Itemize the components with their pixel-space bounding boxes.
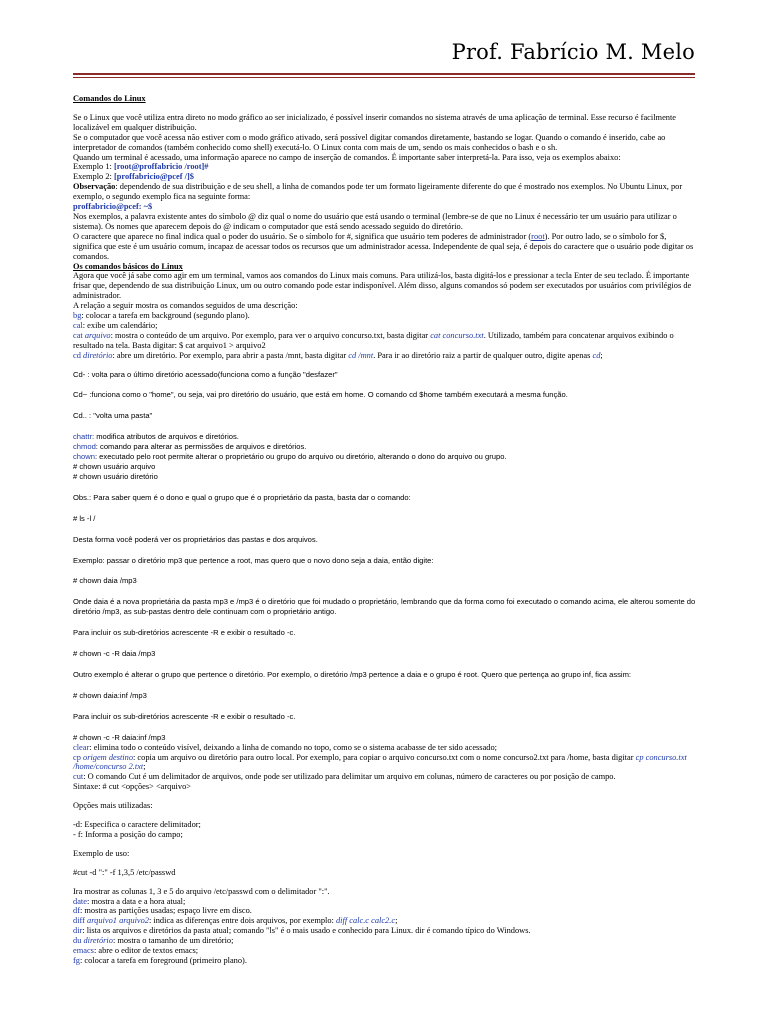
page-title: Prof. Fabrício M. Melo	[451, 40, 695, 64]
spacer	[73, 482, 697, 493]
cut-option-d: -d: Especifica o caractere delimitador;	[73, 820, 201, 830]
command-cal	[73, 321, 697, 331]
intro-paragraph-3: Quando um terminal é acessado, uma informação aparece no campo de inserção de comandos. É importante saber interpretá-la. Para isso, veja os exemplos abaixo:	[73, 152, 621, 162]
command-description-more: . Para ir ao diretório raiz a partir de qualquer outro, digite apenas	[373, 350, 593, 360]
command-name: chattr	[73, 432, 92, 442]
ls-command: # ls -l /	[73, 513, 96, 523]
character-text-b: ). Por outro lado, se o símbolo for $, significa que este é um usuário comum, incapaz de acessar todos os recursos que um administrador acessa. Independente de qual seja, é depois do caractere que o usuário pode digitar os comandos.	[73, 231, 694, 261]
spacer	[73, 503, 697, 514]
spacer	[73, 792, 697, 801]
section-heading: Comandos do Linux	[73, 94, 146, 103]
spacer	[73, 524, 697, 535]
observation	[73, 182, 697, 202]
command-name: date	[73, 896, 87, 906]
observation-label: Observação	[73, 182, 116, 192]
command-name: bg	[73, 311, 82, 321]
command-description: : mostra o tamanho de um diretório;	[112, 936, 234, 946]
names-paragraph: Nos exemplos, a palavra existente antes do símbolo @ diz qual o nome do usuário que está usando o terminal (lembre-se de que no Linux é necessário ter um usuário para utilizar o sistema). Os nomes que aparecem depois do @ indicam o computador que está sendo acessado seguido do diretório.	[73, 211, 677, 231]
spacer	[73, 722, 697, 733]
character-text-a: O caractere que aparece no final indica qual o poder do usuário. Se o símbolo for #, significa que usuário tem poderes de administrador (	[73, 231, 532, 241]
command-example-2: cd	[592, 350, 601, 360]
cut-options-heading: Opções mais utilizadas:	[73, 801, 153, 811]
command-description: : O comando Cut é um delimitador de arquivos, onde pode ser utilizado para delimitar um arquivo em colunas, número de caracteres ou por posição de campo.	[83, 772, 616, 782]
command-du	[73, 936, 697, 946]
command-clear	[73, 743, 697, 753]
command-bg	[73, 311, 697, 321]
chown-recursive-1: # chown -c -R daia /mp3	[73, 649, 156, 659]
command-example: cat concurso.txt	[430, 330, 484, 340]
command-argument: diretório	[83, 350, 113, 360]
command-name: cat	[73, 330, 85, 340]
command-description: : indica as diferenças entre dois arquivos, por exemplo:	[149, 916, 336, 926]
command-example: cd /mnt	[348, 350, 374, 360]
page-header	[0, 40, 768, 100]
command-name: cp	[73, 752, 83, 762]
mp3-example: Exemplo: passar o diretório mp3 que pertence a root, mas quero que o novo dono seja a daia, então digite:	[73, 555, 434, 565]
command-dir	[73, 926, 697, 936]
command-date	[73, 897, 697, 907]
command-argument: arquivo	[84, 330, 111, 340]
cut-example-description: Ira mostrar as colunas 1, 3 e 5 do arquivo /etc/passwd com o delimitador ":".	[73, 886, 330, 896]
command-chattr	[73, 432, 697, 442]
spacer	[73, 104, 697, 113]
spacer	[73, 361, 697, 370]
punctuation: ;	[395, 916, 398, 926]
observation-example: proffabricio@pcef: ~$	[73, 202, 153, 212]
command-example: diff calc.c calc2.c	[335, 916, 396, 926]
spacer	[73, 617, 697, 628]
chown-daia-command: # chown daia /mp3	[73, 576, 137, 586]
intro-paragraph-2: Se o computador que você acessa não estiver com o modo gráfico ativado, será possível digitar comandos diretamente, bastando se logar. Quando o comando é inserido, cabe ao interpretador de comandos (também conhecido como shell) executá-lo. O Linux conta com mais de um, sendo os mais conhecidos o bash e o sh.	[73, 132, 666, 152]
example-2-label: Exemplo 2:	[73, 172, 114, 182]
cd-back: Cd- : volta para o último diretório acessado(funciona como a função "desfazer"	[73, 369, 338, 379]
command-chmod	[73, 442, 697, 452]
spacer	[73, 400, 697, 411]
command-df	[73, 906, 697, 916]
observation-text: : dependendo de sua distribuição e de seu shell, a linha de comandos pode ter um formato ligeiramente diferente do que é mostrado nos exemplos. No Ubuntu Linux, por exemplo, o segundo exemplo fica na seguinte forma:	[73, 182, 683, 202]
command-name: chown	[73, 452, 95, 462]
spacer	[73, 811, 697, 820]
command-description: : abre um diretório. Por exemplo, para abrir a pasta /mnt, basta digitar	[112, 350, 349, 360]
command-cp	[73, 753, 697, 773]
command-name: du	[73, 936, 84, 946]
recursive-note-1: Para incluir os sub-diretórios acrescente -R e exibir o resultado -c.	[73, 628, 296, 638]
command-chown	[73, 452, 697, 462]
command-name: chmod	[73, 442, 96, 452]
punctuation: ;	[600, 350, 603, 360]
command-description: : mostra a data e a hora atual;	[86, 896, 186, 906]
command-description: : colocar a tarefa em background (segundo plano).	[81, 311, 250, 321]
spacer	[73, 659, 697, 670]
cut-example-command: #cut -d ":" -f 1,3,5 /etc/passwd	[73, 867, 176, 877]
command-name: df	[73, 906, 80, 916]
spacer	[73, 421, 697, 432]
command-name: cal	[73, 320, 83, 330]
command-description: : lista os arquivos e diretórios da pasta atual; comando "ls" é o mais usado e conhecido para Linux. dir é comando típico do Windows.	[82, 926, 531, 936]
example-1-prompt: [root@proffabricio /root]#	[113, 162, 209, 172]
command-emacs	[73, 946, 697, 956]
basic-commands-paragraph: Agora que você já sabe como agir em um terminal, vamos aos comandos do Linux mais comuns. Para utilizá-los, basta digitá-los e pressionar a tecla Enter de seu teclado. É importante frisar que, dependendo de sua distribuição Linux, um ou outro comando pode estar indisponível. Além disso, alguns comandos só podem ser executados por usuários com privilégios de administrador.	[73, 271, 692, 301]
command-name: dir	[73, 926, 83, 936]
command-description: : exibe um calendário;	[82, 320, 158, 330]
header-rule-thick	[73, 73, 695, 75]
command-cut	[73, 772, 697, 782]
spacer	[73, 565, 697, 576]
owner-note: Obs.: Para saber quem é o dono e qual o grupo que é o proprietário da pasta, basta dar o comando:	[73, 492, 411, 502]
cut-example-label: Exemplo de uso:	[73, 848, 130, 858]
command-argument: arquivo1 arquivo2	[87, 916, 149, 926]
punctuation: ;	[143, 762, 146, 772]
command-name: fg	[73, 956, 80, 965]
spacer	[73, 840, 697, 849]
spacer	[73, 586, 697, 597]
cut-syntax: Sintaxe: # cut <opções> <arquivo>	[73, 782, 191, 792]
chown-syntax-1: # chown usuário arquivo	[73, 462, 156, 471]
spacer	[73, 701, 697, 712]
command-description: : elimina todo o conteúdo visível, deixando a linha de comando no topo, como se o sistema acabasse de ter sido acessado;	[89, 742, 497, 752]
command-name: cd	[73, 350, 83, 360]
cd-home: Cd~ :funciona como o "home", ou seja, vai pro diretório do usuário, que está em home. O comando cd $home também executará a mesma função.	[73, 390, 568, 400]
command-example: cp concurso.txt /home/concurso 2.txt	[73, 752, 687, 772]
list-intro: A relação a seguir mostra os comandos seguidos de uma descrição:	[73, 301, 298, 311]
command-name: emacs	[73, 946, 94, 956]
spacer	[73, 859, 697, 868]
example-2-prompt: [proffabricio@pcef /]$	[113, 172, 194, 182]
header-rule-thin	[73, 77, 695, 78]
spacer	[73, 878, 697, 887]
command-diff	[73, 916, 697, 926]
recursive-note-2: Para incluir os sub-diretórios acrescente -R e exibir o resultado -c.	[73, 711, 296, 721]
command-description: : mostra as partições usadas; espaço livre em disco.	[79, 906, 252, 916]
basic-commands-heading: Os comandos básicos do Linux	[73, 261, 183, 271]
spacer	[73, 545, 697, 556]
command-name: cut	[73, 772, 84, 782]
command-argument: diretório	[83, 936, 113, 946]
command-description: : abre o editor de textos emacs;	[93, 946, 199, 956]
command-description: : comando para alterar as permissões de arquivos e diretórios.	[95, 442, 307, 452]
example-1-label: Exemplo 1:	[73, 162, 114, 172]
example-1	[73, 162, 697, 172]
command-description: : copia um arquivo ou diretório para outro local. Por exemplo, para copiar o arquivo concurso.txt com o nome concurso2.txt para /home, basta digitar	[133, 752, 636, 762]
character-paragraph	[73, 232, 697, 262]
command-name: diff	[73, 916, 88, 926]
chown-syntax-2: # chown usuário diretório	[73, 471, 158, 481]
chown-inf-command: # chown daia:inf /mp3	[73, 690, 147, 700]
cd-up: Cd.. : "volta uma pasta"	[73, 411, 153, 421]
root-link[interactable]: root	[531, 231, 545, 241]
ls-description: Desta forma você poderá ver os proprietários das pastas e dos arquivos.	[73, 534, 318, 544]
command-description-more: . Utilizado, também para concatenar arquivos exibindo o resultado na tela. Basta digitar: $ cat arquivo1 > arquivo2	[73, 330, 674, 350]
command-description: : modifica atributos de arquivos e diretórios.	[92, 432, 239, 442]
spacer	[73, 379, 697, 390]
daia-description: Onde daia é a nova proprietária da pasta mp3 e /mp3 é o diretório que foi mudado o proprietário, lembrando que da forma como foi executado o comando acima, ele alterou somente do diretório /mp3, as sub-pastas dentro dele continuam com o proprietário antigo.	[73, 597, 696, 617]
document-body	[73, 94, 697, 966]
command-cat	[73, 331, 697, 351]
chown-recursive-2: # chown -c -R daia:inf /mp3	[73, 732, 166, 742]
command-fg	[73, 956, 697, 966]
cut-option-f: - f: Informa a posição do campo;	[73, 829, 183, 839]
group-description: Outro exemplo é alterar o grupo que pertence o diretório. Por exemplo, o diretório /mp3 pertence a daia e o grupo é root. Quero que pertença ao grupo inf, fica assim:	[73, 669, 632, 679]
command-name: clear	[73, 742, 90, 752]
spacer	[73, 638, 697, 649]
command-description: : executado pelo root permite alterar o proprietário ou grupo do arquivo ou diretório, alterando o dono do arquivo ou grupo.	[94, 452, 507, 462]
example-2	[73, 172, 697, 182]
command-cd	[73, 351, 697, 361]
spacer	[73, 680, 697, 691]
intro-paragraph-1: Se o Linux que você utiliza entra direto no modo gráfico ao ser inicializado, é possível inserir comandos no sistema através de uma aplicação de terminal. Esse recurso é facilmente localizável em qualquer distribuição.	[73, 112, 677, 132]
command-description: : mostra o conteúdo de um arquivo. Por exemplo, para ver o arquivo concurso.txt, basta digitar	[110, 330, 431, 340]
command-description: : colocar a tarefa em foreground (primeiro plano).	[79, 956, 247, 965]
command-argument: origem destino	[83, 752, 134, 762]
